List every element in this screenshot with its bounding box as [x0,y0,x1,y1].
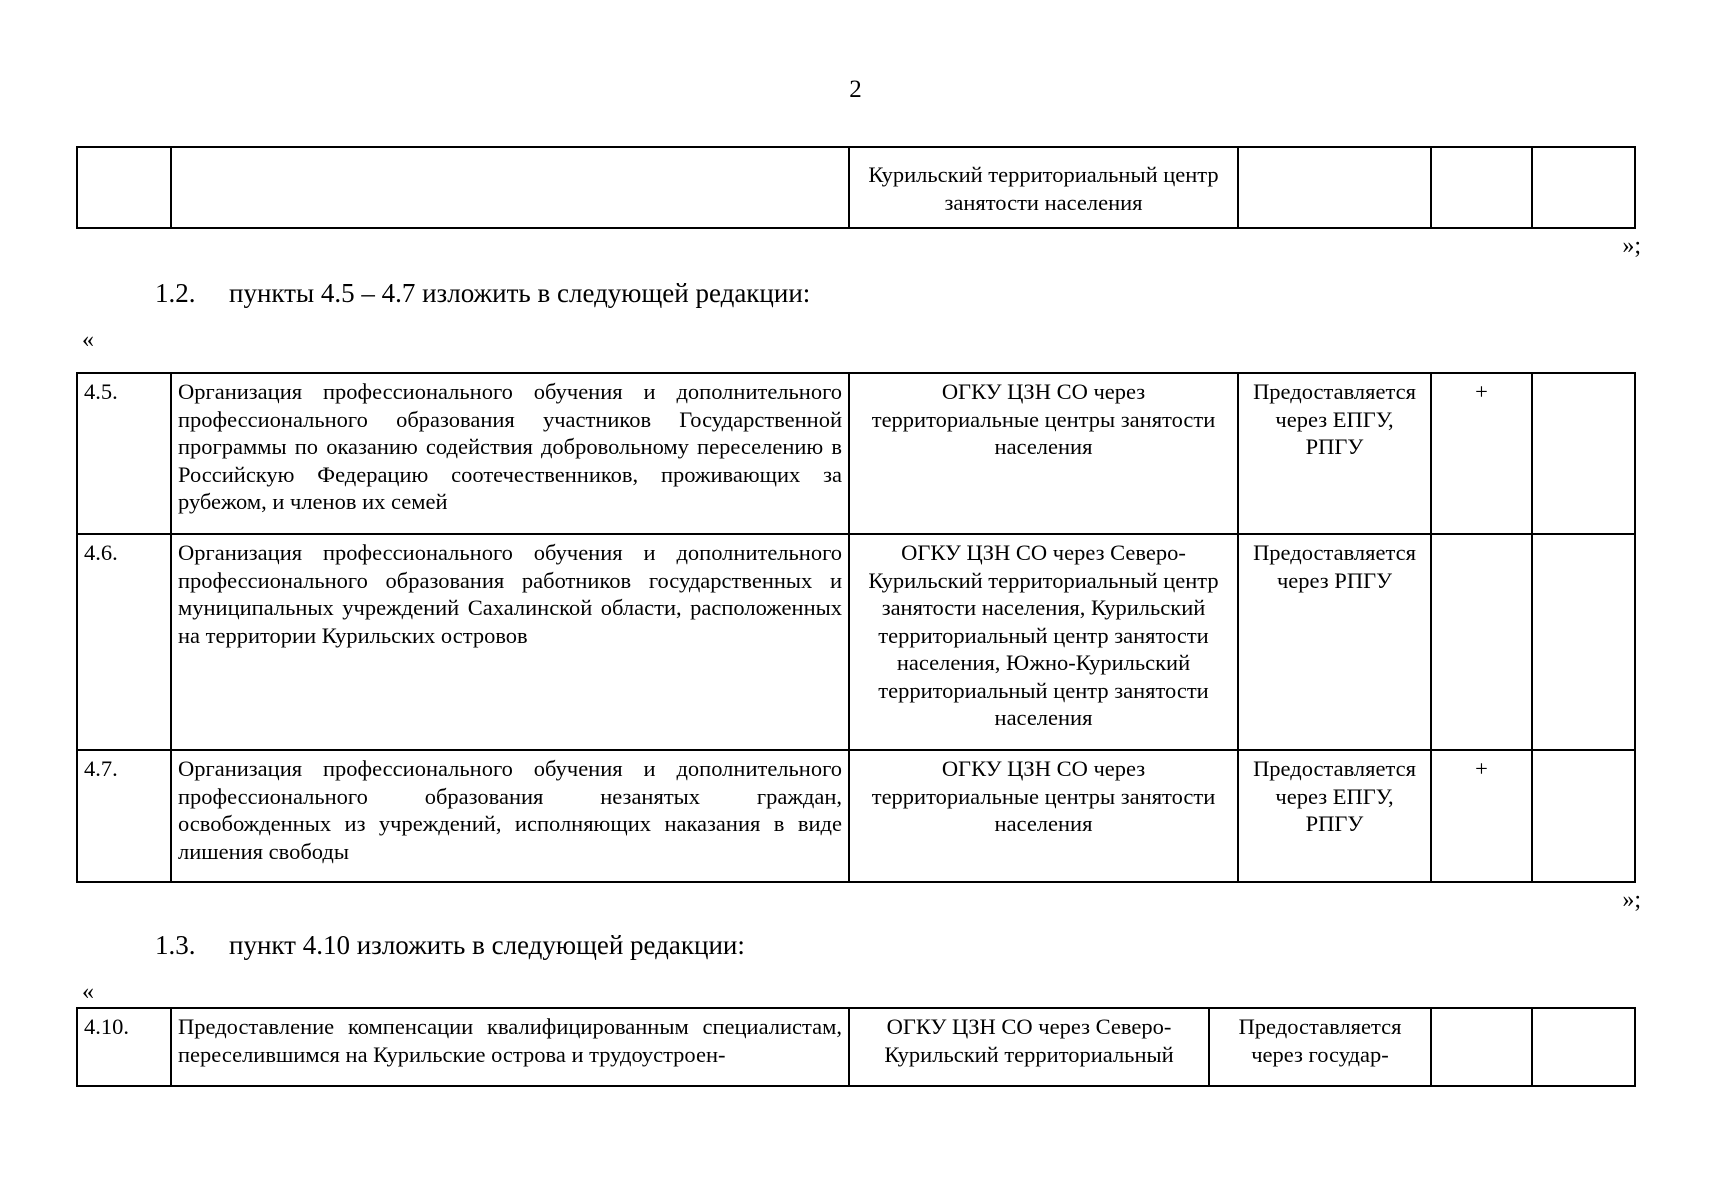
table-row [77,534,1635,750]
row-provision [1238,147,1431,228]
table-row [77,750,1635,882]
row-description [171,147,849,228]
section-number: 1.3. [155,930,196,960]
row-organization: ОГКУ ЦЗН СО через Северо-Курильский территориальный [849,1008,1209,1086]
row-description: Предоставление компенсации квалифицированным специалистам, переселившимся на Курильские острова и трудоустроен- [171,1008,849,1086]
row-organization: ОГКУ ЦЗН СО через территориальные центры занятости населения [849,750,1238,882]
row-extra-cell [1532,373,1635,534]
row-number: 4.5. [77,373,171,534]
opening-quote: « [82,327,94,353]
table-row [77,147,1635,228]
row-mark [1431,534,1532,750]
closing-quote: »; [1622,887,1641,913]
section-text: пункты 4.5 – 4.7 изложить в следующей редакции: [229,278,811,308]
row-extra-cell [1532,750,1635,882]
row-mark [1431,1008,1532,1086]
main-table [76,372,1636,883]
row-extra-cell [1532,147,1635,228]
row-number [77,147,171,228]
opening-quote: « [82,979,94,1005]
top-table [76,146,1636,229]
row-number: 4.7. [77,750,171,882]
section-number: 1.2. [155,278,196,308]
section-heading-1-3 [155,930,745,961]
row-number: 4.6. [77,534,171,750]
section-heading-1-2 [155,278,810,309]
row-description: Организация профессионального обучения и дополнительного профессионального образования участников Государственной программы по оказанию содействия добровольному переселению в Российскую Федерацию соотечественников, проживающих за рубежом, и членов их семей [171,373,849,534]
closing-quote: »; [1622,233,1641,259]
row-mark [1431,147,1532,228]
row-extra-cell [1532,1008,1635,1086]
row-organization: Курильский территориальный центр занятости населения [849,147,1238,228]
row-mark: + [1431,373,1532,534]
row-mark: + [1431,750,1532,882]
row-provision: Предоставляется через РПГУ [1238,534,1431,750]
table-row [77,1008,1635,1086]
row-number: 4.10. [77,1008,171,1086]
row-provision: Предоставляется через ЕПГУ, РПГУ [1238,750,1431,882]
row-provision: Предоставляется через ЕПГУ, РПГУ [1238,373,1431,534]
row-provision: Предоставляется через государ- [1209,1008,1431,1086]
row-description: Организация профессионального обучения и дополнительного профессионального образования незанятых граждан, освобожденных из учреждений, исполняющих наказания в виде лишения свободы [171,750,849,882]
page-number: 2 [849,76,862,103]
row-organization: ОГКУ ЦЗН СО через территориальные центры занятости населения [849,373,1238,534]
row-description: Организация профессионального обучения и дополнительного профессионального образования работников государственных и муниципальных учреждений Сахалинской области, расположенных на территории Курильских островов [171,534,849,750]
table-row [77,373,1635,534]
section-text: пункт 4.10 изложить в следующей редакции: [229,930,745,960]
bottom-table [76,1007,1636,1087]
row-organization: ОГКУ ЦЗН СО через Северо-Курильский территориальный центр занятости населения, Курильский территориальный центр занятости населения, Южно-Курильский территориальный центр занятости населения [849,534,1238,750]
row-extra-cell [1532,534,1635,750]
